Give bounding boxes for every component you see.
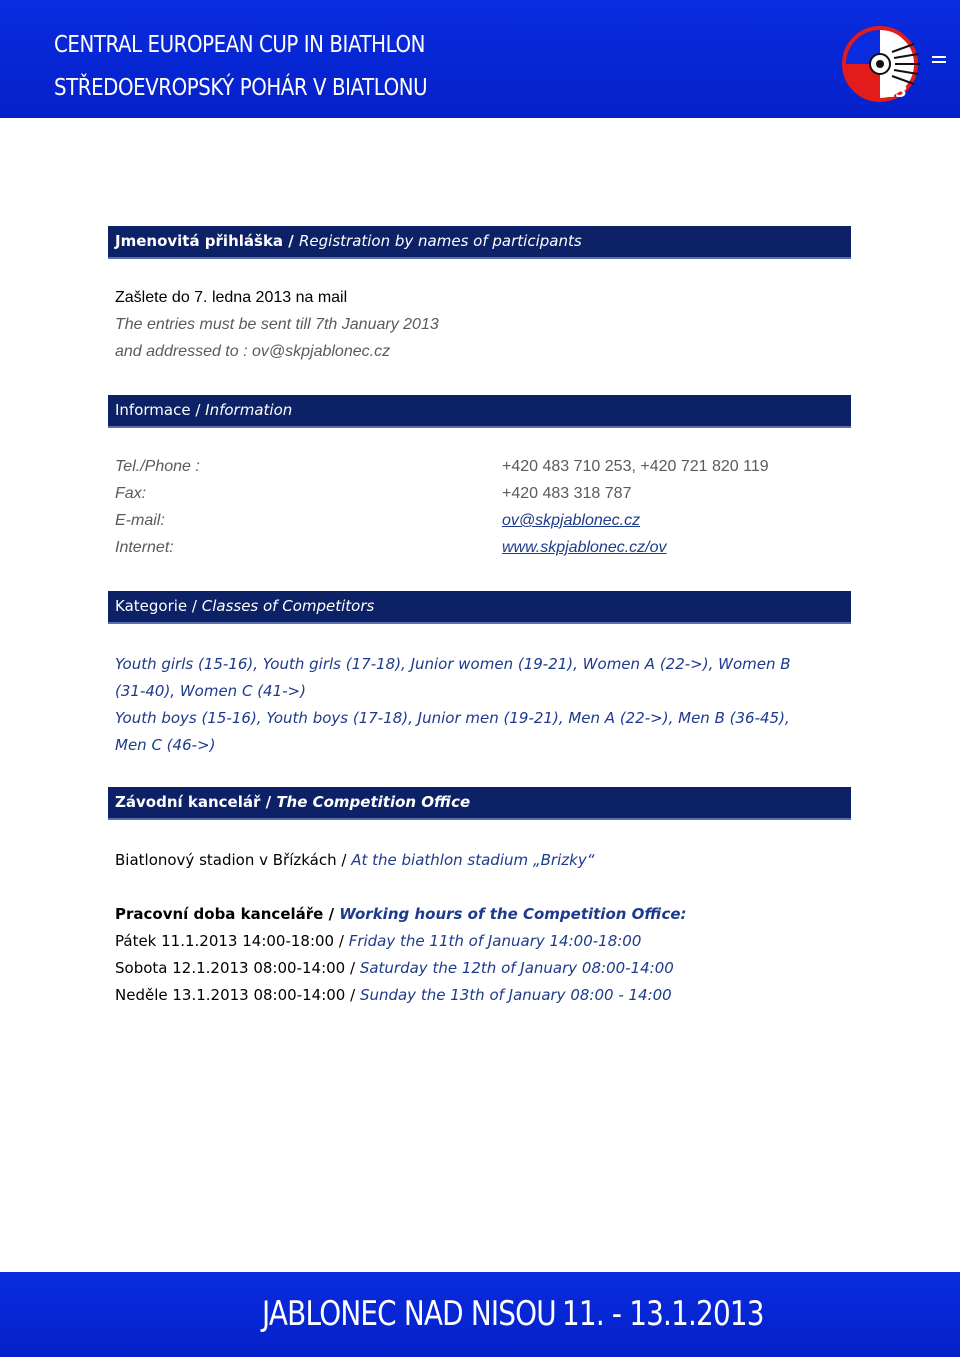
schedule-day-cz: Neděle 13.1.2013 08:00-14:00	[115, 986, 346, 1004]
info-label-email: E-mail:	[115, 512, 165, 529]
categories-heading-separator: /	[187, 597, 202, 615]
office-hours-heading	[115, 904, 687, 924]
schedule-day-cz: Sobota 12.1.2013 08:00-14:00	[115, 959, 346, 977]
schedule-day-cz: Pátek 11.1.2013 14:00-18:00	[115, 932, 335, 950]
page-header	[0, 0, 960, 118]
schedule-day-en: Friday the 11th of January 14:00-18:00	[348, 932, 642, 950]
information-heading-cz: Informace	[115, 401, 191, 419]
info-label-internet: Internet:	[115, 539, 174, 556]
categories-women-line1: Youth girls (15-16), Youth girls (17-18), Junior women (19-21), Women A (22->), Women B	[115, 655, 791, 673]
page-footer	[0, 1272, 960, 1357]
categories-men-line1: Youth boys (15-16), Youth boys (17-18), Junior men (19-21), Men A (22->), Men B (36-45),	[115, 709, 790, 727]
information-heading-separator: /	[190, 401, 206, 419]
info-label-phone: Tel./Phone :	[115, 458, 200, 475]
categories-heading-bar	[108, 591, 851, 624]
office-heading-cz: Závodní kancelář	[115, 793, 261, 811]
schedule-row: Pátek 11.1.2013 14:00-18:00 / Friday the 11th of January 14:00-18:00	[115, 932, 642, 950]
info-value-fax: +420 483 318 787	[502, 485, 632, 502]
registration-heading-bar	[108, 226, 851, 259]
info-value-phone: +420 483 710 253, +420 721 820 119	[502, 458, 769, 475]
information-heading-en: Information	[205, 401, 293, 419]
categories-women-line2: (31-40), Women C (41->)	[115, 682, 306, 700]
registration-heading-en: Registration by names of participants	[298, 232, 582, 250]
office-hours-separator: /	[323, 905, 340, 923]
office-heading-separator: /	[260, 793, 277, 811]
info-website-link[interactable]: www.skpjablonec.cz/ov	[502, 539, 667, 556]
office-location-separator: /	[336, 851, 352, 869]
footer-dates: 11. - 13.1.2013	[562, 1294, 764, 1334]
office-heading-en: The Competition Office	[276, 793, 471, 811]
registration-address: and addressed to : ov@skpjablonec.cz	[115, 343, 391, 360]
registration-heading-separator: /	[283, 232, 299, 250]
registration-heading-cz: Jmenovitá přihláška	[115, 232, 284, 250]
office-hours-cz: Pracovní doba kanceláře	[115, 905, 324, 923]
info-label-fax: Fax:	[115, 485, 147, 502]
info-email-link[interactable]: ov@skpjablonec.cz	[502, 512, 641, 529]
header-title-czech: STŘEDOEVROPSKÝ POHÁR V BIATLONU	[54, 75, 428, 101]
schedule-day-en: Saturday the 12th of January 08:00-14:00	[359, 959, 674, 977]
schedule-row: Neděle 13.1.2013 08:00-14:00 / Sunday the 13th of January 08:00 - 14:00	[115, 986, 672, 1004]
categories-heading-cz: Kategorie	[115, 597, 188, 615]
footer-place: JABLONEC NAD NISOU	[262, 1294, 556, 1334]
office-location-cz: Biatlonový stadion v Břízkách	[115, 851, 337, 869]
office-hours-en: Working hours of the Competition Office:	[339, 905, 687, 923]
header-title-english: CENTRAL EUROPEAN CUP IN BIATHLON	[54, 32, 425, 58]
information-heading-bar	[108, 395, 851, 428]
office-heading-bar	[108, 787, 851, 820]
office-location-en: At the biathlon stadium „Brizky“	[351, 851, 595, 869]
logo-year: '13	[880, 82, 908, 101]
schedule-row: Sobota 12.1.2013 08:00-14:00 / Saturday the 12th of January 08:00-14:00	[115, 959, 674, 977]
menu-icon[interactable]	[932, 56, 946, 68]
office-location	[115, 850, 594, 870]
schedule-day-en: Sunday the 13th of January 08:00 - 14:00	[359, 986, 672, 1004]
categories-men-line2: Men C (46->)	[115, 736, 216, 754]
registration-deadline-cz: Zašlete do 7. ledna 2013 na mail	[115, 289, 348, 306]
registration-deadline-en: The entries must be sent till 7th January 2013	[115, 316, 439, 333]
categories-heading-en: Classes of Competitors	[201, 597, 375, 615]
